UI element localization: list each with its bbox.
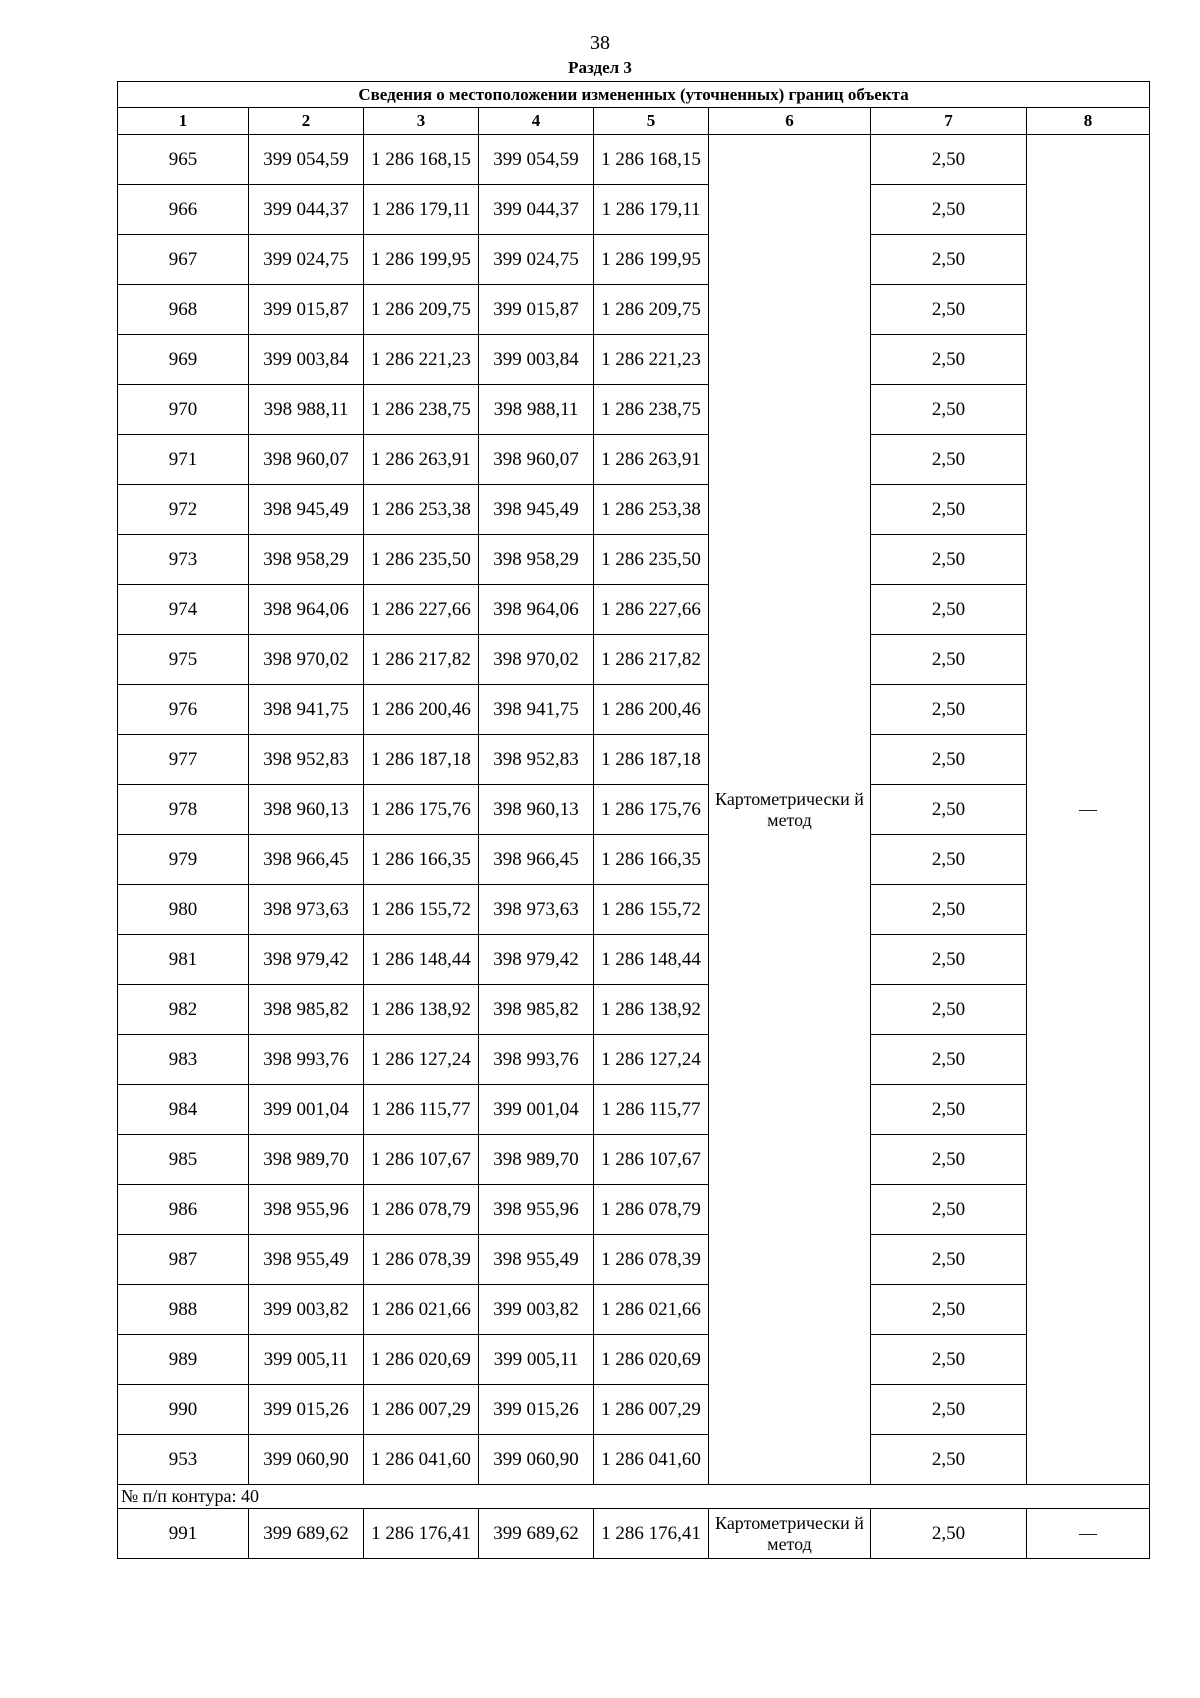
accuracy-cell: 2,50	[871, 1335, 1027, 1385]
coordinate-cell: 1 286 179,11	[594, 185, 709, 235]
coordinate-cell: 1 286 107,67	[364, 1135, 479, 1185]
coordinate-cell: 398 966,45	[249, 835, 364, 885]
coordinate-cell: 1 286 175,76	[364, 785, 479, 835]
coordinate-cell: 399 003,82	[249, 1285, 364, 1335]
coordinate-cell: 1 286 235,50	[364, 535, 479, 585]
point-number-cell: 971	[118, 435, 249, 485]
table-row	[118, 1435, 1150, 1485]
table-row	[118, 385, 1150, 435]
point-number-cell: 974	[118, 585, 249, 635]
point-number-cell: 980	[118, 885, 249, 935]
column8-cell: —	[1027, 1509, 1150, 1559]
coordinate-cell: 398 960,13	[249, 785, 364, 835]
accuracy-cell: 2,50	[871, 335, 1027, 385]
coordinate-cell: 1 286 078,79	[594, 1185, 709, 1235]
point-number-cell: 986	[118, 1185, 249, 1235]
accuracy-cell: 2,50	[871, 1035, 1027, 1085]
coordinate-cell: 1 286 020,69	[594, 1335, 709, 1385]
coordinate-cell: 1 286 253,38	[364, 485, 479, 535]
table-row	[118, 1509, 1150, 1559]
coordinate-cell: 1 286 020,69	[364, 1335, 479, 1385]
coordinate-cell: 399 054,59	[479, 135, 594, 185]
coordinate-cell: 399 005,11	[479, 1335, 594, 1385]
coordinate-cell: 399 689,62	[479, 1509, 594, 1559]
section-title: Раздел 3	[568, 58, 632, 77]
table-row	[118, 485, 1150, 535]
coordinate-cell: 398 988,11	[479, 385, 594, 435]
table-row	[118, 235, 1150, 285]
table-row	[118, 1235, 1150, 1285]
table-row	[118, 285, 1150, 335]
accuracy-cell: 2,50	[871, 885, 1027, 935]
accuracy-cell: 2,50	[871, 735, 1027, 785]
column8-cell: —	[1027, 135, 1150, 1485]
coordinate-cell: 1 286 221,23	[594, 335, 709, 385]
coordinate-cell: 398 985,82	[249, 985, 364, 1035]
coordinate-cell: 399 003,82	[479, 1285, 594, 1335]
coordinate-cell: 398 955,49	[249, 1235, 364, 1285]
coordinate-cell: 1 286 041,60	[364, 1435, 479, 1485]
coordinate-cell: 398 958,29	[249, 535, 364, 585]
coordinate-cell: 1 286 263,91	[364, 435, 479, 485]
table-row	[118, 885, 1150, 935]
coordinate-cell: 1 286 155,72	[364, 885, 479, 935]
coordinate-cell: 1 286 148,44	[594, 935, 709, 985]
accuracy-cell: 2,50	[871, 785, 1027, 835]
point-number-cell: 969	[118, 335, 249, 385]
coordinate-cell: 399 001,04	[479, 1085, 594, 1135]
point-number-cell: 985	[118, 1135, 249, 1185]
point-number-cell: 965	[118, 135, 249, 185]
accuracy-cell: 2,50	[871, 1509, 1027, 1559]
coordinate-cell: 398 985,82	[479, 985, 594, 1035]
coordinate-cell: 1 286 217,82	[364, 635, 479, 685]
table-row	[118, 1285, 1150, 1335]
point-number-cell: 972	[118, 485, 249, 535]
column-number: 4	[479, 108, 594, 135]
accuracy-cell: 2,50	[871, 1135, 1027, 1185]
column-number-row	[118, 108, 1150, 135]
coordinate-cell: 1 286 107,67	[594, 1135, 709, 1185]
coordinate-cell: 399 005,11	[249, 1335, 364, 1385]
point-number-cell: 975	[118, 635, 249, 685]
point-number-cell: 973	[118, 535, 249, 585]
coordinate-cell: 399 044,37	[249, 185, 364, 235]
coordinate-cell: 399 015,26	[479, 1385, 594, 1435]
point-number-cell: 967	[118, 235, 249, 285]
coordinate-cell: 398 993,76	[249, 1035, 364, 1085]
coordinate-cell: 1 286 199,95	[594, 235, 709, 285]
coordinate-cell: 1 286 115,77	[364, 1085, 479, 1135]
coordinate-cell: 398 952,83	[479, 735, 594, 785]
coordinate-cell: 398 970,02	[249, 635, 364, 685]
coordinate-cell: 398 955,96	[249, 1185, 364, 1235]
coordinate-cell: 399 015,87	[479, 285, 594, 335]
table-row	[118, 835, 1150, 885]
column-number: 8	[1027, 108, 1150, 135]
accuracy-cell: 2,50	[871, 935, 1027, 985]
coordinate-cell: 398 945,49	[479, 485, 594, 535]
coordinate-cell: 398 960,07	[249, 435, 364, 485]
coordinate-cell: 1 286 078,39	[364, 1235, 479, 1285]
coordinate-cell: 1 286 199,95	[364, 235, 479, 285]
point-number-cell: 981	[118, 935, 249, 985]
point-number-cell: 978	[118, 785, 249, 835]
accuracy-cell: 2,50	[871, 1235, 1027, 1285]
accuracy-cell: 2,50	[871, 1085, 1027, 1135]
coordinate-cell: 1 286 041,60	[594, 1435, 709, 1485]
point-number-cell: 991	[118, 1509, 249, 1559]
coordinate-cell: 399 003,84	[479, 335, 594, 385]
coordinate-cell: 399 689,62	[249, 1509, 364, 1559]
accuracy-cell: 2,50	[871, 985, 1027, 1035]
table-row	[118, 1035, 1150, 1085]
coordinate-cell: 398 941,75	[249, 685, 364, 735]
coordinate-cell: 399 015,26	[249, 1385, 364, 1435]
coordinate-cell: 399 015,87	[249, 285, 364, 335]
accuracy-cell: 2,50	[871, 585, 1027, 635]
table-row	[118, 1335, 1150, 1385]
coordinate-cell: 398 970,02	[479, 635, 594, 685]
point-number-cell: 989	[118, 1335, 249, 1385]
accuracy-cell: 2,50	[871, 135, 1027, 185]
coordinate-cell: 1 286 115,77	[594, 1085, 709, 1135]
accuracy-cell: 2,50	[871, 1385, 1027, 1435]
coordinate-cell: 399 024,75	[479, 235, 594, 285]
coordinate-cell: 1 286 078,79	[364, 1185, 479, 1235]
point-number-cell: 982	[118, 985, 249, 1035]
coordinate-cell: 399 044,37	[479, 185, 594, 235]
method-cell: Картометрически й метод	[709, 1509, 871, 1559]
coordinate-cell: 1 286 148,44	[364, 935, 479, 985]
coordinate-cell: 398 960,13	[479, 785, 594, 835]
table-row	[118, 435, 1150, 485]
coordinate-cell: 1 286 238,75	[364, 385, 479, 435]
page-number: 38	[590, 32, 610, 54]
accuracy-cell: 2,50	[871, 285, 1027, 335]
coordinate-cell: 1 286 238,75	[594, 385, 709, 435]
table-row	[118, 935, 1150, 985]
accuracy-cell: 2,50	[871, 185, 1027, 235]
point-number-cell: 953	[118, 1435, 249, 1485]
coordinate-cell: 1 286 221,23	[364, 335, 479, 385]
column-number: 1	[118, 108, 249, 135]
coordinate-cell: 399 060,90	[479, 1435, 594, 1485]
coordinate-cell: 398 966,45	[479, 835, 594, 885]
table-row	[118, 335, 1150, 385]
coordinate-cell: 1 286 187,18	[594, 735, 709, 785]
coordinate-cell: 1 286 168,15	[594, 135, 709, 185]
coordinate-cell: 1 286 175,76	[594, 785, 709, 835]
coordinate-cell: 1 286 200,46	[364, 685, 479, 735]
coordinate-cell: 1 286 166,35	[594, 835, 709, 885]
point-number-cell: 977	[118, 735, 249, 785]
coordinate-cell: 398 964,06	[249, 585, 364, 635]
coordinate-cell: 398 960,07	[479, 435, 594, 485]
coordinate-cell: 1 286 007,29	[594, 1385, 709, 1435]
column-number: 3	[364, 108, 479, 135]
coordinate-cell: 398 958,29	[479, 535, 594, 585]
coordinate-cell: 1 286 021,66	[364, 1285, 479, 1335]
coordinate-cell: 398 952,83	[249, 735, 364, 785]
coordinate-cell: 1 286 007,29	[364, 1385, 479, 1435]
column-number: 2	[249, 108, 364, 135]
column-number: 5	[594, 108, 709, 135]
accuracy-cell: 2,50	[871, 385, 1027, 435]
coordinate-cell: 398 979,42	[479, 935, 594, 985]
coordinate-cell: 1 286 176,41	[364, 1509, 479, 1559]
accuracy-cell: 2,50	[871, 835, 1027, 885]
point-number-cell: 966	[118, 185, 249, 235]
coordinate-cell: 1 286 209,75	[364, 285, 479, 335]
accuracy-cell: 2,50	[871, 1435, 1027, 1485]
accuracy-cell: 2,50	[871, 485, 1027, 535]
point-number-cell: 968	[118, 285, 249, 335]
coordinate-cell: 398 988,11	[249, 385, 364, 435]
point-number-cell: 979	[118, 835, 249, 885]
coordinate-cell: 1 286 138,92	[364, 985, 479, 1035]
coordinate-cell: 398 955,49	[479, 1235, 594, 1285]
coordinate-cell: 1 286 227,66	[594, 585, 709, 635]
coordinate-cell: 398 941,75	[479, 685, 594, 735]
coordinate-cell: 1 286 155,72	[594, 885, 709, 935]
coordinate-cell: 398 993,76	[479, 1035, 594, 1085]
contour-label: № п/п контура: 40	[118, 1485, 1150, 1509]
coordinate-cell: 1 286 263,91	[594, 435, 709, 485]
coordinate-cell: 1 286 209,75	[594, 285, 709, 335]
table-row	[118, 735, 1150, 785]
table-row	[118, 1385, 1150, 1435]
coordinate-cell: 1 286 138,92	[594, 985, 709, 1035]
coordinate-cell: 398 973,63	[249, 885, 364, 935]
accuracy-cell: 2,50	[871, 435, 1027, 485]
table-row	[118, 635, 1150, 685]
coordinate-cell: 1 286 253,38	[594, 485, 709, 535]
table-row	[118, 135, 1150, 185]
coordinate-cell: 1 286 217,82	[594, 635, 709, 685]
coordinate-cell: 399 003,84	[249, 335, 364, 385]
coordinate-cell: 1 286 166,35	[364, 835, 479, 885]
coordinate-cell: 1 286 127,24	[364, 1035, 479, 1085]
coordinate-cell: 1 286 227,66	[364, 585, 479, 635]
point-number-cell: 984	[118, 1085, 249, 1135]
table-row	[118, 1135, 1150, 1185]
coordinate-cell: 398 979,42	[249, 935, 364, 985]
method-cell: Картометрически й метод	[709, 135, 871, 1485]
coordinate-cell: 398 955,96	[479, 1185, 594, 1235]
coordinate-cell: 399 054,59	[249, 135, 364, 185]
coordinate-cell: 1 286 235,50	[594, 535, 709, 585]
accuracy-cell: 2,50	[871, 535, 1027, 585]
point-number-cell: 987	[118, 1235, 249, 1285]
table-row	[118, 585, 1150, 635]
column-number: 6	[709, 108, 871, 135]
point-number-cell: 988	[118, 1285, 249, 1335]
coordinate-cell: 1 286 179,11	[364, 185, 479, 235]
coordinate-cell: 399 001,04	[249, 1085, 364, 1135]
point-number-cell: 970	[118, 385, 249, 435]
table-row	[118, 685, 1150, 735]
table-row	[118, 185, 1150, 235]
table-row	[118, 985, 1150, 1035]
coordinate-cell: 1 286 078,39	[594, 1235, 709, 1285]
coordinate-cell: 1 286 187,18	[364, 735, 479, 785]
coordinate-cell: 398 973,63	[479, 885, 594, 935]
table-caption: Сведения о местоположении измененных (уточненных) границ объекта	[118, 82, 1150, 108]
accuracy-cell: 2,50	[871, 635, 1027, 685]
column-number: 7	[871, 108, 1027, 135]
accuracy-cell: 2,50	[871, 235, 1027, 285]
point-number-cell: 990	[118, 1385, 249, 1435]
accuracy-cell: 2,50	[871, 1285, 1027, 1335]
point-number-cell: 983	[118, 1035, 249, 1085]
coordinate-cell: 1 286 200,46	[594, 685, 709, 735]
coordinate-cell: 1 286 176,41	[594, 1509, 709, 1559]
coordinate-cell: 399 024,75	[249, 235, 364, 285]
table-row	[118, 1085, 1150, 1135]
table-row	[118, 785, 1150, 835]
accuracy-cell: 2,50	[871, 685, 1027, 735]
coordinate-cell: 398 989,70	[249, 1135, 364, 1185]
coordinate-cell: 398 964,06	[479, 585, 594, 635]
table-row	[118, 535, 1150, 585]
table-row	[118, 1185, 1150, 1235]
coordinate-cell: 1 286 021,66	[594, 1285, 709, 1335]
coordinate-cell: 399 060,90	[249, 1435, 364, 1485]
coordinate-cell: 398 989,70	[479, 1135, 594, 1185]
coordinate-cell: 1 286 168,15	[364, 135, 479, 185]
boundary-coordinates-table	[117, 81, 1150, 1559]
coordinate-cell: 398 945,49	[249, 485, 364, 535]
coordinate-cell: 1 286 127,24	[594, 1035, 709, 1085]
point-number-cell: 976	[118, 685, 249, 735]
accuracy-cell: 2,50	[871, 1185, 1027, 1235]
